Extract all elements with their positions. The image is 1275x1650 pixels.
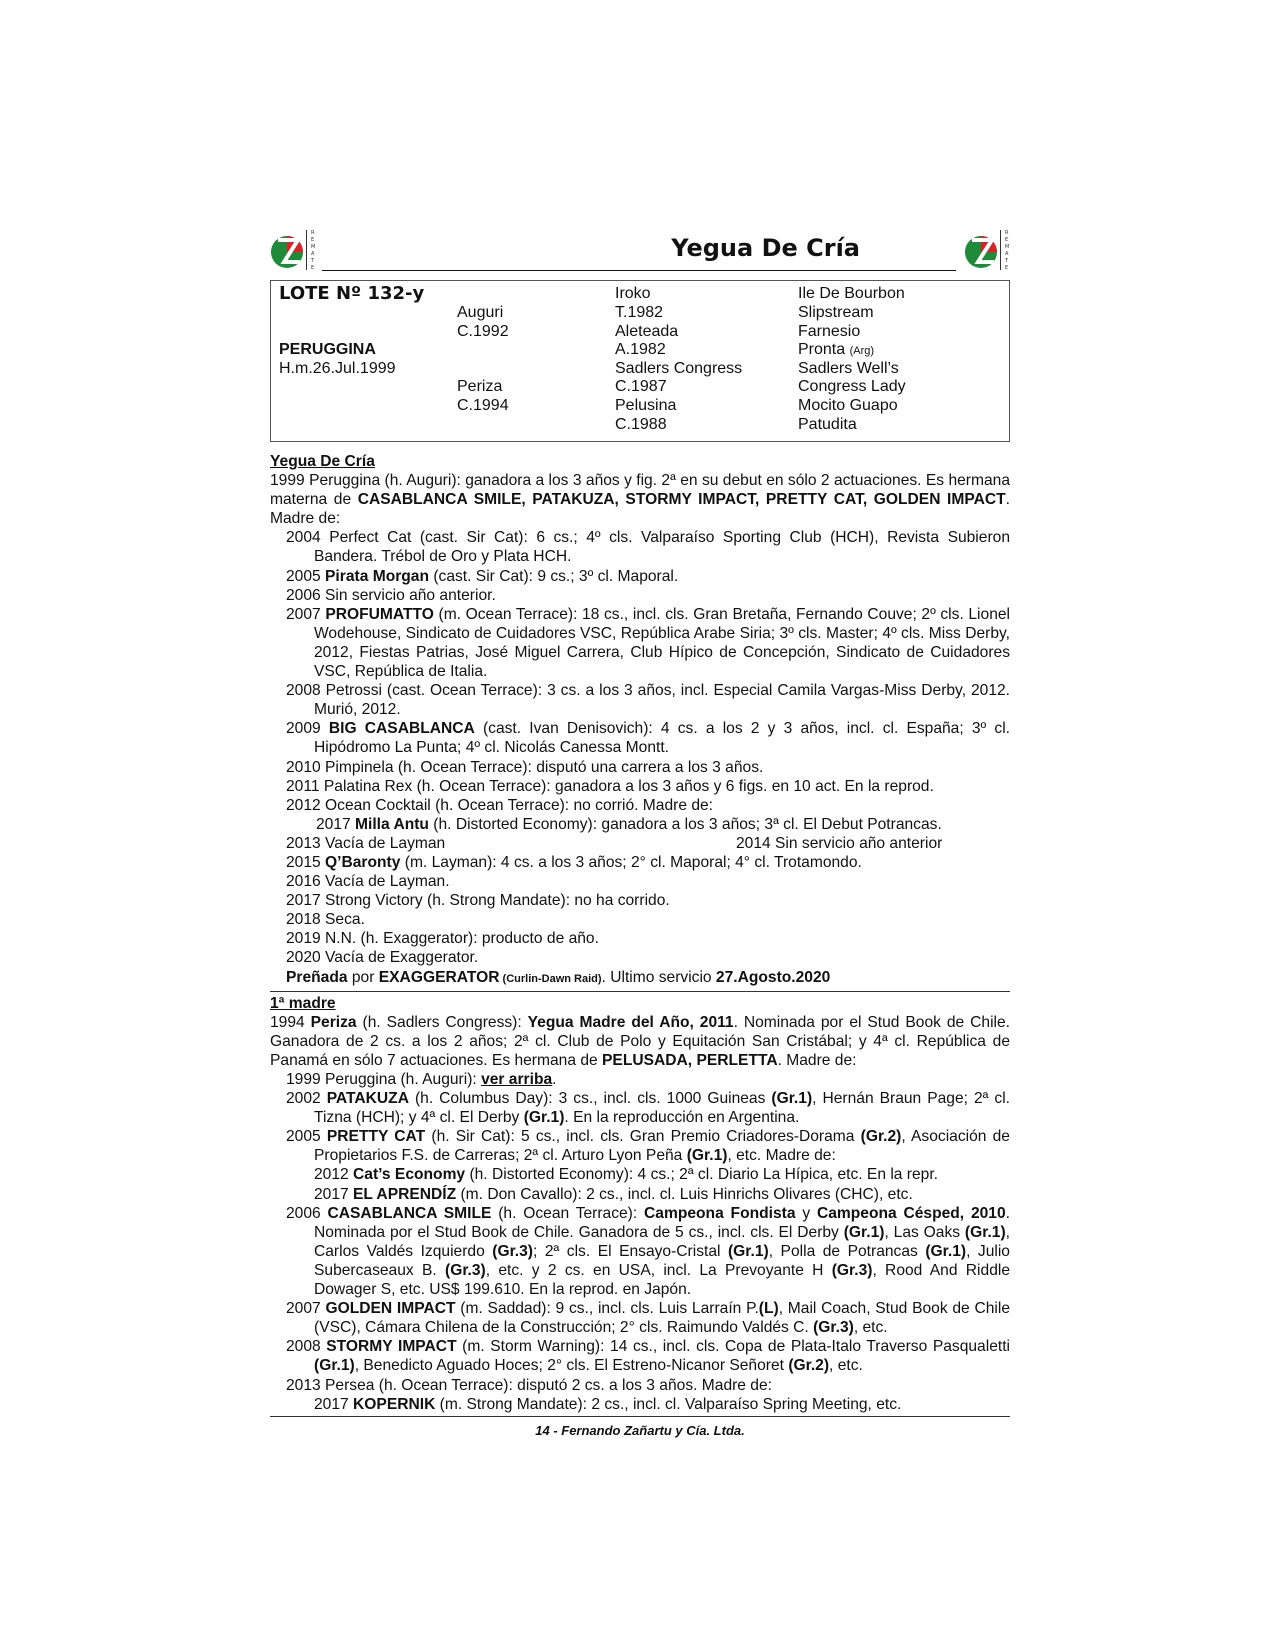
produce-sub-entry: 2017 EL APRENDÍZ (m. Don Cavallo): 2 cs., incl. cl. Luis Hinrichs Olivares (CHC), etc.: [314, 1185, 913, 1203]
pedigree-gen3: Iroko: [615, 285, 651, 302]
produce-entry: 2019 N.N. (h. Exaggerator): producto de año.: [286, 930, 599, 948]
produce-entry: 2012 Ocean Cocktail (h. Ocean Terrace): no corrió. Madre de:: [286, 796, 714, 814]
svg-text:R: R: [311, 230, 315, 236]
produce-entry: 2005 PRETTY CAT (h. Sir Cat): 5 cs., incl. cls. Gran Premio Criadores-Dorama (Gr.2), Asociación de Propietarios F.S. de Carreras; 2ª cl. Arturo Lyon Peña (Gr.1), etc. Madre de:: [286, 1128, 1010, 1165]
pedigree-gen4: Pronta (Arg): [798, 341, 875, 358]
section-divider: [270, 991, 1010, 992]
produce-entry: 2009 BIG CASABLANCA (cast. Ivan Denisovich): 4 cs. a los 2 y 3 años, incl. cl. España; 3º cl. Hipódromo La Punta; 4º cl. Nicolás Canessa Montt.: [286, 720, 1010, 757]
produce-entry: 2011 Palatina Rex (h. Ocean Terrace): ganadora a los 3 años y 6 figs. en 10 act. En la reprod.: [286, 777, 934, 795]
document-page: [270, 222, 1010, 1440]
pedigree-gen3: C.1988: [615, 416, 667, 433]
produce-entry: 2013 Persea (h. Ocean Terrace): disputó 2 cs. a los 3 años. Madre de:: [286, 1376, 772, 1394]
section-intro: 1999 Peruggina (h. Auguri): ganadora a los 3 años y fig. 2ª en su debut en sólo 2 actuaciones. Es hermana materna de CASABLANCA SMILE, PATAKUZA, STORMY IMPACT, PRETTY CAT, GOLDEN IMPACT. Madre de:: [270, 472, 1010, 528]
produce-entry: 2008 STORMY IMPACT (m. Storm Warning): 14 cs., incl. cls. Copa de Plata-Italo Traverso Pasqualetti (Gr.1), Benedicto Aguado Hoces; 2° cls. El Estreno-Nicanor Señoret (Gr.2), etc.: [286, 1338, 1010, 1375]
pedigree-gen3: Sadlers Congress: [615, 360, 743, 377]
pedigree-gen4: Sadlers Well’s: [798, 360, 899, 377]
pedigree-gen4: Farnesio: [798, 323, 861, 340]
svg-text:M: M: [1005, 244, 1010, 250]
produce-entry: 2006 Sin servicio año anterior.: [286, 586, 496, 604]
pedigree-box: [270, 280, 1010, 442]
produce-sub-entry: 2012 Cat’s Economy (h. Distorted Economy): 4 cs.; 2ª cl. Diario La Hípica, etc. En la repr.: [314, 1166, 939, 1184]
pedigree-gen3: Pelusina: [615, 397, 677, 414]
svg-text:A: A: [311, 251, 315, 257]
svg-text:M: M: [311, 244, 316, 250]
svg-text:E: E: [1005, 237, 1009, 243]
produce-entry: 2008 Petrossi (cast. Ocean Terrace): 3 cs. a los 3 años, incl. Especial Camila Vargas-Miss Derby, 2012. Murió, 2012.: [286, 682, 1010, 719]
produce-entry: 2020 Vacía de Exaggerator.: [286, 949, 479, 967]
horse-name: PERUGGINA: [279, 341, 376, 358]
pedigree-gen4: Mocito Guapo: [798, 397, 898, 414]
produce-entry: 2017 Strong Victory (h. Strong Mandate): no ha corrido.: [286, 892, 670, 910]
section-title: 1ª madre: [270, 994, 336, 1012]
svg-text:T: T: [311, 258, 315, 264]
section-title: Yegua De Cría: [270, 453, 375, 470]
produce-entry: 2002 PATAKUZA (h. Columbus Day): 3 cs., incl. cls. 1000 Guineas (Gr.1), Hernán Braun Page; 2ª cl. Tizna (HCH); y 4ª cl. El Derby (Gr.1). En la reproducción en Argentina.: [286, 1090, 1010, 1127]
sire-year: C.1992: [457, 323, 509, 340]
dam-year: C.1994: [457, 397, 509, 414]
produce-entry: 2005 Pirata Morgan (cast. Sir Cat): 9 cs.; 3º cl. Maporal.: [286, 567, 679, 585]
page-header: [270, 222, 1010, 276]
produce-entry: 2004 Perfect Cat (cast. Sir Cat): 6 cs.; 4º cls. Valparaíso Sporting Club (HCH), Revista Subieron Bandera. Trébol de Oro y Plata HCH.: [286, 529, 1010, 566]
produce-sub-entry: 2017 Milla Antu (h. Distorted Economy): ganadora a los 3 años; 3ª cl. El Debut Potrancas.: [316, 815, 942, 833]
pedigree-gen4: Congress Lady: [798, 378, 906, 395]
pedigree-gen4: Patudita: [798, 416, 857, 433]
pedigree-gen4: Slipstream: [798, 304, 874, 321]
dam-name: Periza: [457, 378, 503, 395]
see-above-link: ver arriba: [481, 1071, 553, 1088]
page-title: Yegua De Cría: [671, 234, 860, 262]
svg-text:A: A: [1005, 251, 1009, 257]
produce-entry: 2015 Q’Baronty (m. Layman): 4 cs. a los 3 años; 2° cl. Maporal; 4° cl. Trotamondo.: [286, 853, 862, 871]
produce-entry: 2013 Vacía de Layman: [286, 834, 446, 852]
sire-name: Auguri: [457, 304, 504, 321]
produce-entry: 2014 Sin servicio año anterior: [736, 834, 943, 852]
zl-remates-logo-right: [964, 226, 1010, 272]
svg-text:T: T: [1005, 258, 1009, 264]
page-footer: 14 - Fernando Zañartu y Cía. Ltda.: [270, 1416, 1010, 1440]
pedigree-country-note: (Arg): [849, 345, 875, 357]
lot-number: LOTE Nº 132-y: [279, 283, 425, 304]
pregnancy-status: Preñada por EXAGGERATOR (Curlin-Dawn Raid). Ultimo servicio 27.Agosto.2020: [286, 968, 831, 986]
produce-entry: 2016 Vacía de Layman.: [286, 873, 450, 891]
pedigree-gen3: A.1982: [615, 341, 666, 358]
produce-entry: 1999 Peruggina (h. Auguri): ver arriba.: [286, 1071, 557, 1088]
broodmare-section: [270, 452, 1010, 989]
produce-entry: 2006 CASABLANCA SMILE (h. Ocean Terrace): Campeona Fondista y Campeona Césped, 2010. Nominada por el Stud Book de Chile. Ganadora de 5 cs., incl. cls. El Derby (Gr.1), Las Oaks (Gr.1), Carlos Valdés Izquierdo (Gr.3); 2ª cls. El Ensayo-Cristal (Gr.1), Polla de Potrancas (Gr.1), Julio Subercaseaux B. (Gr.3), etc. y 2 cs. en USA, incl. La Prevoyante H (Gr.3), Rood And Riddle Dowager S, etc. US$ 199.610. En la reprod. en Japón.: [286, 1204, 1010, 1299]
horse-birth: H.m.26.Jul.1999: [279, 360, 396, 377]
produce-sub-entry: 2017 KOPERNIK (m. Strong Mandate): 2 cs., incl. cl. Valparaíso Spring Meeting, etc.: [314, 1395, 902, 1413]
produce-entry: 2018 Seca.: [286, 911, 365, 929]
svg-text:E: E: [311, 237, 315, 243]
svg-text:E: E: [311, 265, 315, 271]
produce-entry: 2010 Pimpinela (h. Ocean Terrace): disputó una carrera a los 3 años.: [286, 758, 764, 776]
header-rule: [322, 270, 956, 271]
svg-text:E: E: [1005, 265, 1009, 271]
first-dam-section: [270, 994, 1010, 1414]
produce-entry: 2007 GOLDEN IMPACT (m. Saddad): 9 cs., incl. cls. Luis Larraín P.(L), Mail Coach, Stud Book de Chile (VSC), Cámara Chilena de la Construcción; 2° cls. Raimundo Valdés C. (Gr.3), etc.: [286, 1300, 1011, 1337]
pedigree-gen3: T.1982: [615, 304, 664, 321]
section-intro: 1994 Periza (h. Sadlers Congress): Yegua Madre del Año, 2011. Nominada por el Stud Book de Chile. Ganadora de 2 cs. a los 2 años; 2ª cl. Club de Polo y Equitación San Cristábal; y 4ª cl. República de Panamá en sólo 7 actuaciones. Es hermana de PELUSADA, PERLETTA. Madre de:: [270, 1013, 1010, 1069]
produce-entry: 2007 PROFUMATTO (m. Ocean Terrace): 18 cs., incl. cls. Gran Bretaña, Fernando Couve; 2º cls. Lionel Wodehouse, Sindicato de Cuidadores VSC, República Arabe Siria; 3º cls. Master; 4º cls. Miss Derby, 2012, Fiestas Patrias, José Miguel Carrera, Club Hípico de Concepción, Sindicato de Cuidadores VSC, República de Italia.: [286, 605, 1011, 681]
pedigree-gen3: Aleteada: [615, 323, 679, 340]
produce-entry-row: [270, 834, 1010, 853]
svg-text:R: R: [1005, 230, 1009, 236]
pedigree-gen4: Ile De Bourbon: [798, 285, 905, 302]
pedigree-gen3: C.1987: [615, 378, 667, 395]
